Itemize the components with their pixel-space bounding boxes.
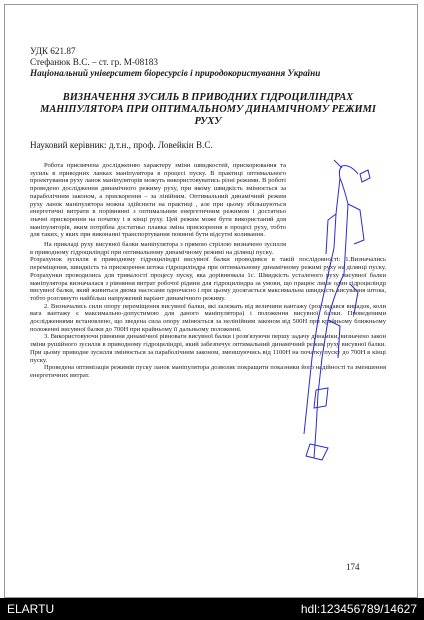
advisor-line: Науковий керівник: д.т.н., проф. Ловейкін В.С. xyxy=(30,140,213,150)
udk-code: УДК 621.87 xyxy=(30,46,76,56)
paper-page xyxy=(30,46,386,380)
footer-repository-name: ELARTU xyxy=(7,602,55,616)
paragraph-intro: Робота присвячена дослідженню характеру зміни швидкостей, прискорювання та зусиль в приводних ланках маніпулятора в процесі пуску. В практиці оптимального проектування руху ланок маніпуляторів можуть використовуватись різні режими. В роботі проведено дослідження динамічного режиму руху, при якому швидкість змінюється за параболічним законом, а прискорення – за лінійним. Оптимальний динамічний режим руху ланок маніпулятора можна здійснити на практиці , але при цьому збільшуються енергетичні витрати в порівнянні з оптимальним енергетичним режимом і достатньо значні прискорення на початку і в кінці руху. Цей режим може бути використаний для маніпуляторів, яким потрібна достатньо плавка зміна прискорення в процесі руху, тобто для таких, у яких при виконанні транспортування повинні бути відсутні коливання. xyxy=(30,162,286,239)
header-meta xyxy=(30,46,386,79)
paragraph-example: На прикладі руху висувної балки маніпулятора з прямою стрілою визначено зусилля в приводному гідроциліндрі при оптимальному динамічному режимі на ділянці пуску. xyxy=(30,241,286,256)
footer-bar xyxy=(0,598,424,620)
institution: Національний університет біоресурсів і природокористування України xyxy=(30,68,321,78)
footer-handle: hdl:123456789/14627 xyxy=(300,602,417,616)
manipulator-figure xyxy=(288,144,386,470)
paragraph-dynamics: 3. Використовуючи рівняння динамічної рівноваги висувної балки і розв'язуючи першу задачу динаміки, визначено закон зміни рушійного зусилля в приводному гідроциліндрі, який забезпечує оптимальний динамічний режим руху висувної балки. При цьому приводне зусилля змінюється за параболічним законом, зменшуючись від 1100Н на початку пуску до 700Н в кінці пуску. xyxy=(30,333,386,364)
paragraph-calculation: Розрахунок зусилля в приводному гідроциліндрі висувної балки проводився в такій послідовності: 1.Визначались переміщення, швидкість та прискорення штока гідроциліндра при оптимальному динамічному режимі руху на ділянці пуску. Розрахунки проводились для тривалості процесу пуску, яка дорівнювала 1с. Швидкість усталеного руху висувної балки маніпулятора визначалася з рівняння витрат робочої рідини для гідроциліндра за умови, що працює лише один гідроциліндр висувної балки, який живиться двома насосами одночасно і при цьому досягається максимальна швидкість висування штока, тобто розглянуто найбільш напружений варіант динамічного режиму. xyxy=(30,256,386,302)
author-line: Стефанюк В.С. – ст. гр. М-08183 xyxy=(30,57,158,67)
figure-strokes xyxy=(304,160,370,460)
page-number: 174 xyxy=(346,562,360,572)
paper-title: ВИЗНАЧЕННЯ ЗУСИЛЬ В ПРИВОДНИХ ГІДРОЦИЛІНДРАХ МАНІПУЛЯТОРА ПРИ ОПТИМАЛЬНОМУ ДИНАМІЧНОМУ РЕЖИМІ РУХУ xyxy=(40,92,376,127)
paragraph-conclusion: Проведена оптимізація режимів пуску ланок маніпулятора дозволяє покращити показники його надійності та зменшення енергетичних витрат. xyxy=(30,364,386,379)
body-text xyxy=(30,162,386,380)
paragraph-resistance: 2. Визначались сили опору переміщення висувної балки, які залежать від величини вантажу (розглядався випадок, коли вага вантажу є максимально-допустимою для даного маніпулятора) і положення висувної балки. Проведеними дослідженнями встановлено, що зведена сила опору змінюється за нелінійним законом від 500Н при крайньому ближньому положенні висувної балки до 700Н при крайньому її дальньому положенні. xyxy=(30,302,386,333)
manipulator-sketch-icon xyxy=(288,144,386,470)
